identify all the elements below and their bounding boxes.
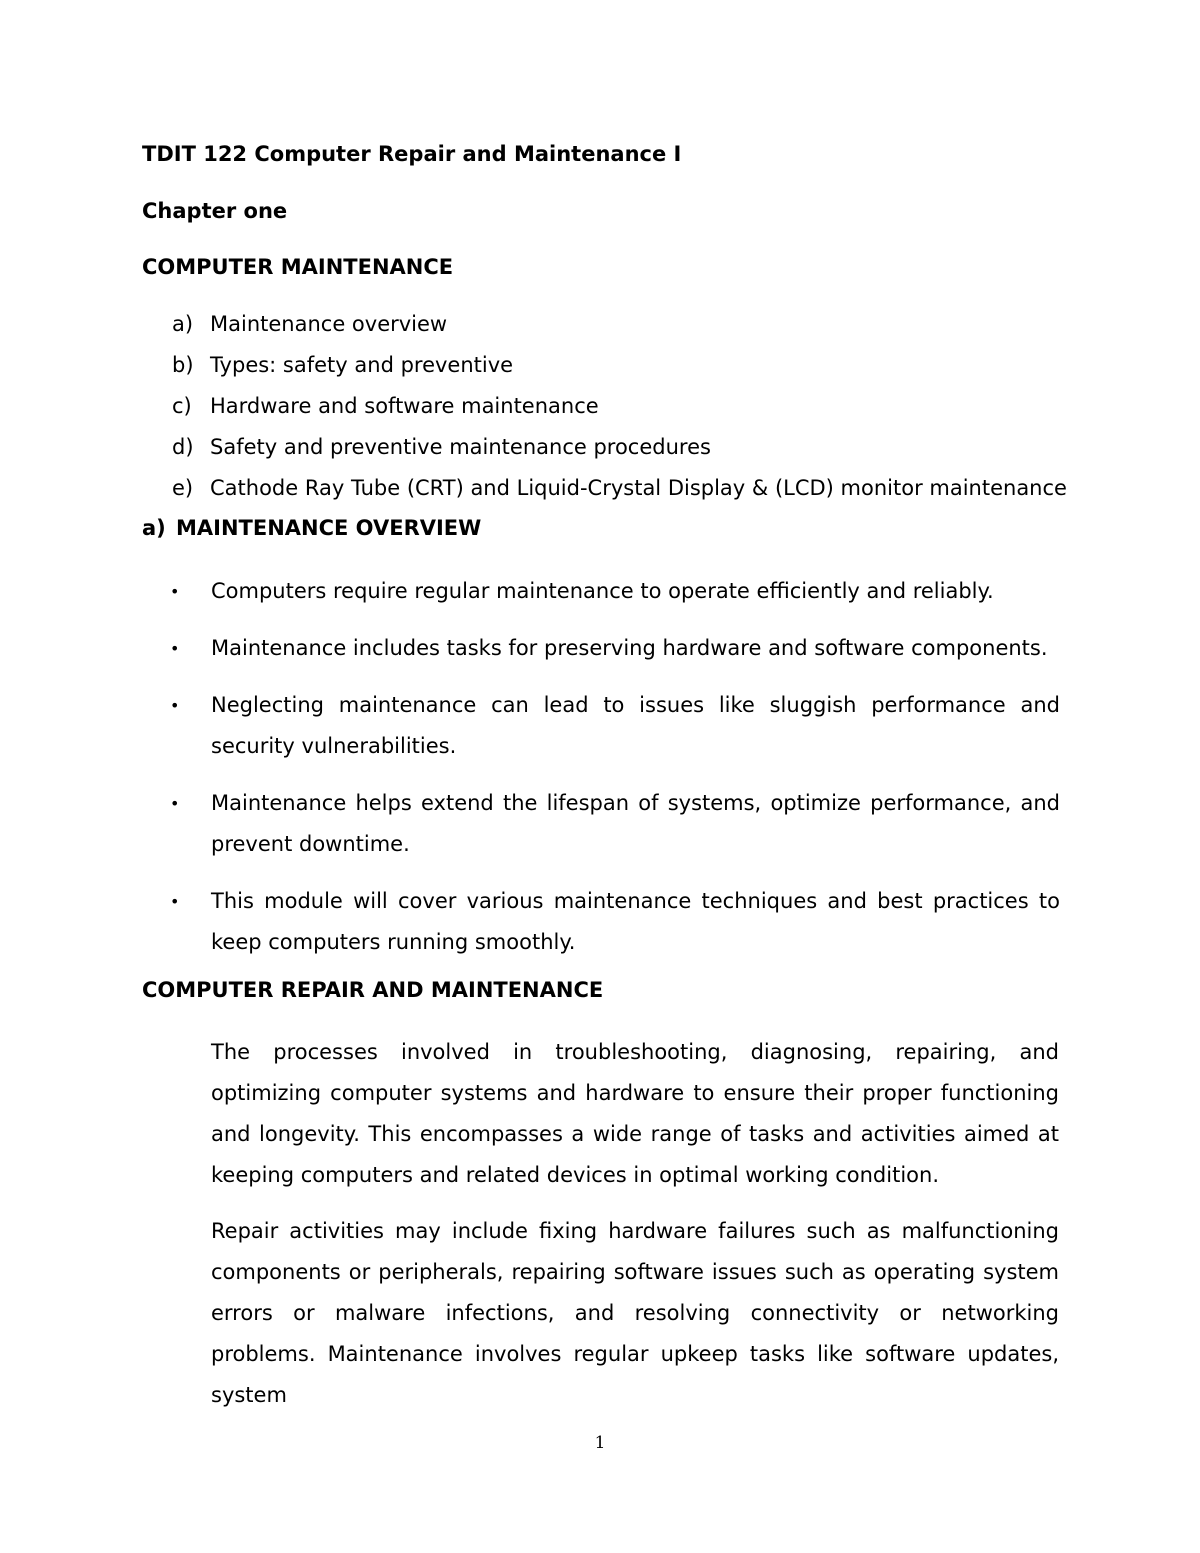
bullet-icon: • (170, 892, 180, 911)
topic-marker: e) (172, 476, 194, 500)
course-title: TDIT 122 Computer Repair and Maintenance I (142, 142, 682, 166)
chapter-label: Chapter one (142, 199, 288, 223)
topic-text: Hardware and software maintenance (210, 394, 599, 418)
topic-marker: b) (172, 353, 194, 377)
bullet-icon: • (170, 582, 180, 601)
topic-item (172, 434, 1067, 475)
section-heading-text: MAINTENANCE OVERVIEW (176, 516, 482, 540)
bullet-item (170, 571, 1060, 612)
bullet-item (170, 783, 1060, 865)
topic-marker: a) (172, 312, 194, 336)
topic-item (172, 352, 1067, 393)
topic-text: Types: safety and preventive (210, 353, 514, 377)
bullet-item (170, 685, 1060, 767)
chapter-title: COMPUTER MAINTENANCE (142, 255, 454, 279)
topic-item (172, 475, 1067, 516)
bullet-item (170, 881, 1060, 963)
bullet-text: Maintenance includes tasks for preserving hardware and software components. (211, 636, 1048, 660)
topic-item (172, 393, 1067, 434)
body-paragraph: The processes involved in troubleshooting, diagnosing, repairing, and optimizing computer systems and hardware to ensure their proper functioning and longevity. This encompasses a wide range of tasks and activities aimed at keeping computers and related devices in optimal working condition. (211, 1040, 1059, 1187)
bullet-icon: • (170, 794, 180, 813)
bullet-text: Neglecting maintenance can lead to issues like sluggish performance and security vulnerabilities. (211, 693, 1060, 758)
bullet-item (170, 628, 1060, 669)
topic-item (172, 311, 1067, 352)
topic-text: Maintenance overview (210, 312, 448, 336)
topic-marker: c) (172, 394, 192, 418)
body-paragraph: Repair activities may include fixing hardware failures such as malfunctioning components or peripherals, repairing software issues such as operating system errors or malware infections, and resolving connectivity or networking problems. Maintenance involves regular upkeep tasks like software updates, system (211, 1219, 1059, 1407)
bullet-text: This module will cover various maintenance techniques and best practices to keep computers running smoothly. (211, 889, 1060, 954)
section-marker: a) (142, 516, 166, 540)
section-heading-repair: COMPUTER REPAIR AND MAINTENANCE (142, 978, 604, 1002)
page-number: 1 (594, 1433, 606, 1453)
bullet-text: Computers require regular maintenance to operate efficiently and reliably. (211, 579, 994, 603)
bullet-icon: • (170, 696, 180, 715)
section-heading-overview (142, 516, 481, 540)
overview-bullet-list (170, 571, 1060, 979)
topic-text: Safety and preventive maintenance procedures (210, 435, 711, 459)
bullet-text: Maintenance helps extend the lifespan of systems, optimize performance, and prevent downtime. (211, 791, 1060, 856)
topic-text: Cathode Ray Tube (CRT) and Liquid-Crystal Display & (LCD) monitor maintenance (210, 476, 1067, 500)
topic-list (172, 311, 1067, 516)
bullet-icon: • (170, 639, 180, 658)
topic-marker: d) (172, 435, 194, 459)
